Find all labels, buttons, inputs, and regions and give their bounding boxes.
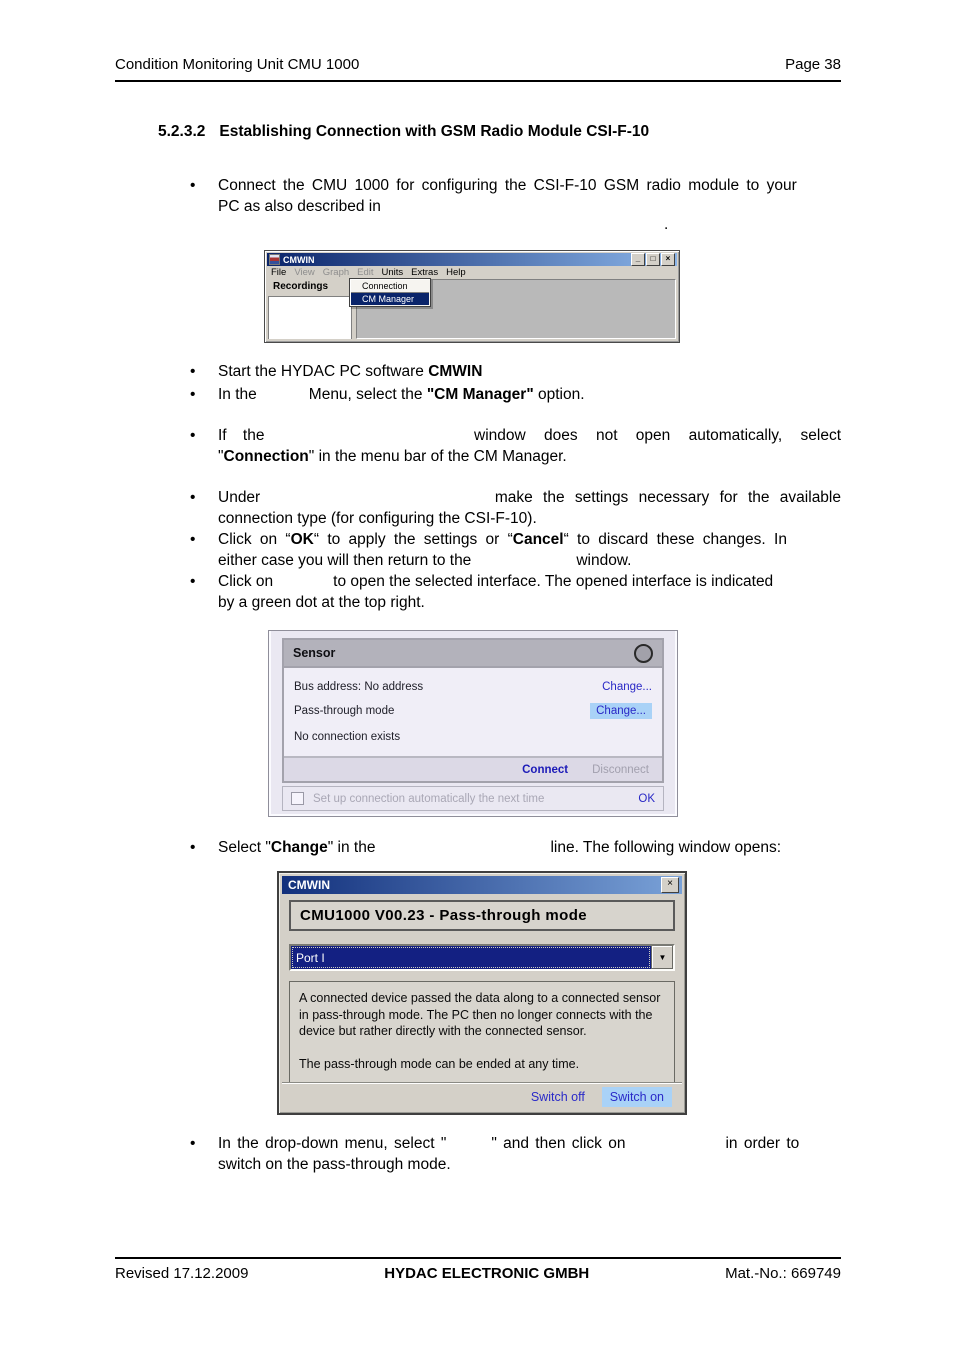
menu-units[interactable]: Units xyxy=(381,266,404,278)
bullet-ok-cancel xyxy=(190,530,841,572)
auto-connect-label: Set up connection automatically the next time xyxy=(313,792,545,805)
dialog-titlebar xyxy=(282,876,682,894)
recordings-panel xyxy=(268,279,352,339)
menu-file[interactable]: File xyxy=(271,266,287,278)
bullet-text: option. xyxy=(533,386,585,403)
bullet-text: If the xyxy=(218,427,265,444)
bullet-text: to open the selected interface. The opened interface is indicated xyxy=(333,573,774,590)
bullet-under-settings xyxy=(190,488,841,530)
menu-view[interactable]: View xyxy=(294,266,315,278)
window-controls xyxy=(630,253,675,266)
cmwin-body xyxy=(268,279,676,339)
bullet-text: In the drop-down menu, select " xyxy=(218,1135,447,1152)
bullet-text: Click on “ xyxy=(218,531,291,548)
menu-item-connection[interactable]: Connection xyxy=(362,281,408,291)
recordings-list[interactable] xyxy=(268,296,352,339)
chevron-down-icon[interactable]: ▼ xyxy=(651,946,673,969)
bullet-text-bold: Connection xyxy=(223,447,309,465)
bullet-text: " xyxy=(218,447,224,465)
connection-status-row xyxy=(294,727,652,747)
section-heading xyxy=(158,123,649,141)
footer-revision: Revised 17.12.2009 xyxy=(115,1265,249,1282)
sensor-group-footer xyxy=(284,756,662,781)
bullet-marker: • xyxy=(190,363,196,380)
header-document-title: Condition Monitoring Unit CMU 1000 xyxy=(115,56,360,73)
bullet-text: connection type (for configuring the CSI-F-10). xyxy=(218,509,537,527)
bullet-select-change xyxy=(190,838,841,859)
units-dropdown-menu xyxy=(349,278,431,307)
sensor-bottom-bar xyxy=(282,786,664,811)
close-icon[interactable]: × xyxy=(661,253,675,266)
dialog-heading: CMU1000 V00.23 - Pass-through mode xyxy=(289,900,675,931)
bullet-start-cmwin xyxy=(190,362,841,383)
connection-status-text: No connection exists xyxy=(294,731,401,743)
bullet-marker: • xyxy=(190,839,196,856)
bullet-marker: • xyxy=(190,386,196,403)
disconnect-button[interactable]: Disconnect xyxy=(592,763,649,776)
ok-button[interactable]: OK xyxy=(638,792,655,805)
bullet-text: by a green dot at the top right. xyxy=(218,593,425,611)
bullet-text: Connect the CMU 1000 for configuring the CSI-F-10 GSM radio module to your xyxy=(218,177,797,194)
bullet-text: window. xyxy=(576,551,632,569)
pass-through-label: Pass-through mode xyxy=(294,705,395,717)
menu-extras[interactable]: Extras xyxy=(411,266,439,278)
port-select[interactable] xyxy=(289,944,675,971)
bullet-text: Click on xyxy=(218,573,274,590)
bus-address-row xyxy=(294,675,652,699)
bullet-text: Select " xyxy=(218,839,271,856)
bullet-text: in order to xyxy=(725,1135,800,1152)
bullet-connection-window xyxy=(190,426,841,468)
bullet-text: Start the HYDAC PC software xyxy=(218,363,429,380)
bullet-connect-cmu xyxy=(190,176,841,218)
cmwin-app-icon xyxy=(269,254,280,265)
bullet-switch-on xyxy=(190,1134,841,1176)
bullet-text: make the settings necessary for the available xyxy=(494,489,841,506)
bullet-text: switch on the pass-through mode. xyxy=(218,1155,451,1173)
switch-on-button[interactable]: Switch on xyxy=(602,1087,672,1107)
menu-help[interactable]: Help xyxy=(446,266,466,278)
sensor-group xyxy=(282,638,664,783)
menu-graph[interactable]: Graph xyxy=(322,266,350,278)
menu-edit[interactable]: Edit xyxy=(357,266,374,278)
bullet-text: " in the xyxy=(327,839,376,856)
description-paragraph: The pass-through mode can be ended at any time. xyxy=(299,1056,580,1071)
bus-address-label: Bus address: No address xyxy=(294,681,424,693)
dialog-description xyxy=(289,981,675,1084)
page-footer xyxy=(115,1257,841,1282)
cmwin-window-title: CMWIN xyxy=(283,254,315,265)
connection-status-dot xyxy=(634,644,653,663)
bullet-open-interface xyxy=(190,572,841,614)
bullet-marker: • xyxy=(190,1135,196,1152)
footer-mat-no: Mat.-No.: 669749 xyxy=(725,1265,841,1282)
screenshot-sensor-window xyxy=(268,630,678,817)
bus-address-change-link[interactable]: Change... xyxy=(602,681,652,693)
bullet-marker: • xyxy=(190,573,196,590)
bullet-text: either case you will then return to the xyxy=(218,551,472,569)
bullet-cm-manager-option xyxy=(190,385,841,406)
sensor-group-header xyxy=(284,640,662,668)
stray-period: . xyxy=(664,216,669,233)
dialog-window-title: CMWIN xyxy=(288,878,330,892)
bullet-marker: • xyxy=(190,489,196,506)
bullet-text-bold: OK xyxy=(290,531,314,548)
port-select-value[interactable]: Port I xyxy=(291,946,651,969)
section-number: 5.2.3.2 xyxy=(158,123,206,140)
screenshot-passthrough-dialog xyxy=(277,871,687,1115)
bullet-text: In the xyxy=(218,386,257,403)
recordings-panel-title: Recordings xyxy=(273,281,329,292)
bullet-text: " in the menu bar of the CM Manager. xyxy=(308,447,567,465)
close-icon[interactable]: × xyxy=(661,877,679,893)
menu-item-cm-manager[interactable]: CM Manager xyxy=(351,293,429,305)
sensor-group-body xyxy=(284,668,662,747)
bullet-marker: • xyxy=(190,177,196,194)
bullet-text-bold: Cancel xyxy=(512,531,564,548)
minimize-icon[interactable]: _ xyxy=(631,253,645,266)
screenshot-cmwin-main-window xyxy=(264,250,680,343)
dialog-footer xyxy=(282,1082,682,1110)
bullet-text: Menu, select the xyxy=(308,386,427,403)
maximize-icon[interactable]: □ xyxy=(646,253,660,266)
bullet-text: " and then click on xyxy=(491,1135,626,1152)
header-page-number: Page 38 xyxy=(785,56,841,73)
section-title: Establishing Connection with GSM Radio Module CSI-F-10 xyxy=(219,123,650,140)
bullet-text: PC as also described in xyxy=(218,197,381,215)
bullet-text-bold: CMWIN xyxy=(428,363,483,380)
sensor-group-title: Sensor xyxy=(293,646,336,660)
connect-button[interactable]: Connect xyxy=(522,763,569,776)
bullet-text: “ to discard these changes. In xyxy=(563,531,787,548)
cmwin-titlebar xyxy=(267,253,677,266)
bullet-text-bold: "CM Manager" xyxy=(426,386,534,403)
bullet-text: line. The following window opens: xyxy=(550,839,782,856)
bullet-text-bold: Change xyxy=(270,839,328,856)
bullet-marker: • xyxy=(190,531,196,548)
bullet-text: window does not open automatically, select xyxy=(474,427,841,444)
bullet-text: “ to apply the settings or “ xyxy=(313,531,513,548)
pass-through-change-link[interactable]: Change... xyxy=(590,703,652,719)
bullet-text: Under xyxy=(218,489,261,506)
description-paragraph: A connected device passed the data along to a connected sensor in pass-through mode. The PC then no longer connects with the device but rather directly with the connected sensor. xyxy=(299,991,661,1038)
pass-through-row xyxy=(294,699,652,723)
cmwin-menubar xyxy=(267,266,677,278)
page-header xyxy=(115,56,841,82)
auto-connect-checkbox[interactable] xyxy=(291,792,304,805)
switch-off-button[interactable]: Switch off xyxy=(530,1089,585,1104)
bullet-marker: • xyxy=(190,427,196,444)
footer-company: HYDAC ELECTRONIC GMBH xyxy=(384,1265,590,1282)
